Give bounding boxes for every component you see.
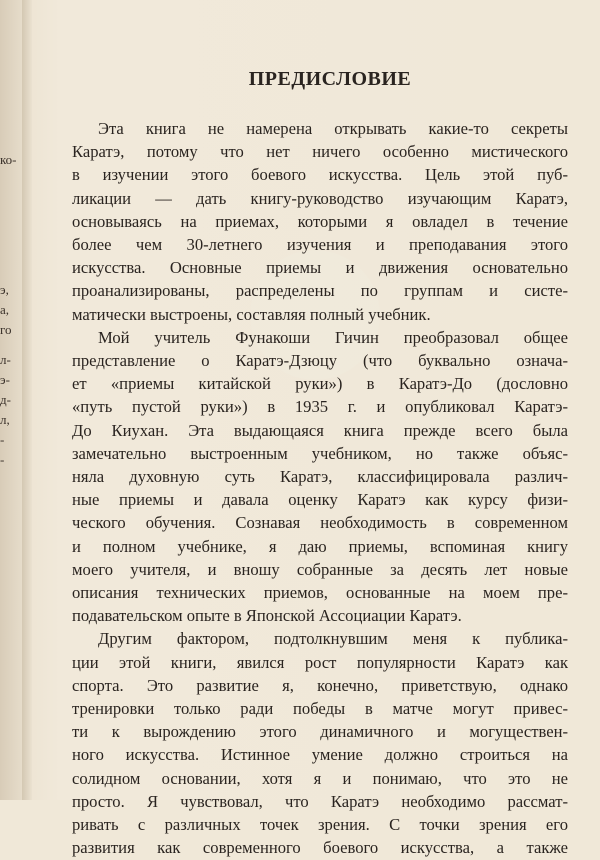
page-title: ПРЕДИСЛОВИЕ xyxy=(248,68,412,90)
text-line: просто. Я чувствовал, что Каратэ необходимо рассмат- xyxy=(72,791,568,811)
left-page-fragment: ко- xyxy=(0,152,17,167)
text-line: представление о Каратэ-Дзюцу (что буквально означа- xyxy=(72,351,568,371)
text-line: Каратэ, потому что нет ничего особенно мистического xyxy=(72,142,568,162)
left-page-edge xyxy=(0,0,22,800)
left-page-fragment: го xyxy=(0,322,12,337)
paragraph xyxy=(72,326,568,628)
text-line: ет «приемы китайской руки») в Каратэ-До (дословно xyxy=(72,374,568,394)
text-line: ликации — дать книгу-руководство изучающим Каратэ, xyxy=(72,188,568,208)
text-line: солидном основании, хотя я и понимаю, что это не xyxy=(72,768,568,788)
text-line: матически выстроены, составляя полный учебник. xyxy=(72,304,431,324)
text-line: ривать с различных точек зрения. С точки зрения его xyxy=(72,815,568,835)
text-line: проанализированы, распределены по группам и систе- xyxy=(72,281,568,301)
left-page-fragment: э, xyxy=(0,282,9,297)
text-line: няла духовную суть Каратэ, классифицировала различ- xyxy=(72,467,568,487)
text-line: ти к вырождению этого динамичного и могуществен- xyxy=(72,722,568,742)
text-line: замечательно выстроенным учебником, но также объяс- xyxy=(72,443,568,463)
left-page-fragment: - xyxy=(0,452,5,467)
text-line: ческого обучения. Сознавая необходимость в современном xyxy=(72,513,568,533)
text-line: тренировки только ради победы в матче могут привес- xyxy=(72,699,568,719)
text-line: описания технических приемов, основанные на моем пре- xyxy=(72,583,568,603)
text-line: моего учителя, и вношу собранные за десять лет новые xyxy=(72,559,568,579)
left-page-fragment: - xyxy=(0,432,5,447)
right-page xyxy=(72,68,568,860)
left-page-fragment: л- xyxy=(0,352,11,367)
text-line: развития как современного боевого искусства, а также xyxy=(72,838,568,858)
left-page-fragment: а, xyxy=(0,302,10,317)
text-line: До Киухан. Эта выдающаяся книга прежде всего была xyxy=(72,420,568,440)
text-line: искусства. Основные приемы и движения основательно xyxy=(72,258,568,278)
paragraph xyxy=(72,117,568,326)
text-line: и полном учебнике, я даю приемы, вспоминая книгу xyxy=(72,536,568,556)
text-line: «путь пустой руки») в 1935 г. и опубликовал Каратэ- xyxy=(72,397,568,417)
text-line: ные приемы и давала оценку Каратэ как курсу физи- xyxy=(72,490,568,510)
text-line: основываясь на приемах, которыми я овладел в течение xyxy=(72,211,568,231)
left-page-fragment: л, xyxy=(0,412,10,427)
paragraph xyxy=(72,627,568,859)
left-page-fragment: э- xyxy=(0,372,10,387)
text-line: спорта. Это развитие я, конечно, приветствую, однако xyxy=(72,675,568,695)
text-line: в изучении этого боевого искусства. Цель этой пуб- xyxy=(72,165,568,185)
text-line: Другим фактором, подтолкнувшим меня к публика- xyxy=(98,629,568,649)
left-page-fragment: д- xyxy=(0,392,11,407)
text-line: Эта книга не намерена открывать какие-то секреты xyxy=(98,119,568,138)
page-gutter xyxy=(22,0,32,800)
text-line: более чем 30-летнего изучения и преподавания этого xyxy=(72,235,568,255)
text-line: Мой учитель Фунакоши Гичин преобразовал общее xyxy=(98,327,568,347)
text-line: ного искусства. Истинное умение должно строиться на xyxy=(72,745,568,765)
text-line: подавательском опыте в Японской Ассоциации Каратэ. xyxy=(72,606,462,626)
text-line: ции этой книги, явился рост популярности Каратэ как xyxy=(72,652,568,672)
